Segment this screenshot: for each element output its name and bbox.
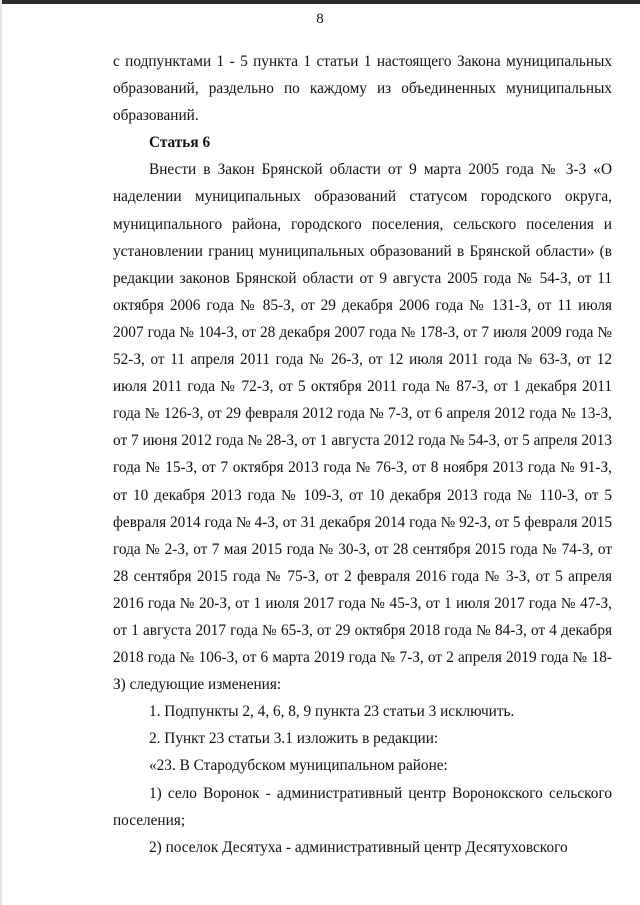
list-item-3: «23. В Стародубском муниципальном районе:: [149, 757, 448, 775]
list-item-5: 2) поселок Десятуха - административный центр Десятуховского: [149, 838, 568, 856]
article-heading: Статья 6: [149, 134, 211, 152]
page-number: 8: [316, 11, 324, 27]
list-item-4: 1) село Воронок - административный центр Воронокского сельского поселения;: [113, 784, 612, 829]
paragraph-continuation: с подпунктами 1 - 5 пункта 1 статьи 1 настоящего Закона муниципальных образований, раздельно по каждому из объединенных муниципальных образований.: [113, 53, 612, 125]
list-item-2: 2. Пункт 23 статьи 3.1 изложить в редакции:: [149, 730, 439, 748]
scan-left-edge: [0, 0, 2, 905]
scan-top-border: [0, 0, 640, 4]
paragraph-amendment-intro: Внести в Закон Брянской области от 9 марта 2005 года № 3-З «О наделении муниципальных образований статусом городского округа, муниципального района, городского поселения, сельского поселения и установлении границ муниципальных образований в Брянской области» (в редакции законов Брянской области от 9 августа 2005 года № 54-З, от 11 октября 2006 года № 85-З, от 29 декабря 2006 года № 131-З, от 11 июля 2007 года № 104-З, от 28 декабря 2007 года № 178-З, от 7 июля 2009 года № 52-З, от 11 апреля 2011 года № 26-З, от 12 июля 2011 года № 63-З, от 12 июля 2011 года № 72-З, от 5 октября 2011 года № 87-З, от 1 декабря 2011 года № 126-З, от 29 февраля 2012 года № 7-З, от 6 апреля 2012 года № 13-З, от 7 июня 2012 года № 28-З, от 1 августа 2012 года № 54-З, от 5 апреля 2013 года № 15-З, от 7 октября 2013 года № 76-З, от 8 ноября 2013 года № 91-З, от 10 декабря 2013 года № 109-З, от 10 декабря 2013 года № 110-З, от 5 февраля 2014 года № 4-З, от 31 декабря 2014 года № 92-З, от 5 февраля 2015 года № 2-З, от 7 мая 2015 года № 30-З, от 28 сентября 2015 года № 74-З, от 28 сентября 2015 года № 75-З, от 2 февраля 2016 года № 3-З, от 5 апреля 2016 года № 20-З, от 1 июля 2017 года № 45-З, от 1 июля 2017 года № 47-З, от 1 августа 2017 года № 65-З, от 29 октября 2018 года № 84-З, от 4 декабря 2018 года № 106-З, от 6 марта 2019 года № 7-З, от 2 апреля 2019 года № 18-З) следующие изменения:: [113, 161, 612, 694]
document-body: [113, 48, 612, 861]
list-item-1: 1. Подпункты 2, 4, 6, 8, 9 пункта 23 статьи 3 исключить.: [149, 703, 515, 721]
